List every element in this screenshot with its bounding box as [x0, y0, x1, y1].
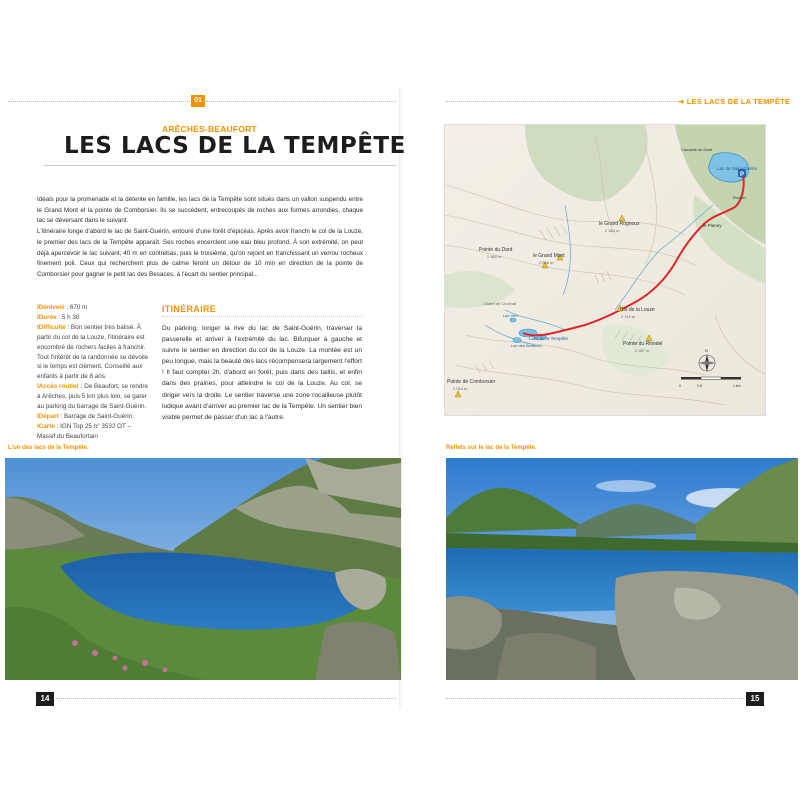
label-grand-rognoux: le Grand Rognoux	[599, 221, 640, 227]
label-pointe-dard: Pointe du Dard	[479, 247, 513, 253]
header-rule-left-2	[206, 101, 396, 102]
photo-lake-left	[5, 458, 401, 680]
compass-north-label: N	[705, 348, 708, 353]
running-head: ➜ LES LACS DE LA TEMPÊTE	[678, 97, 791, 106]
title-underline	[44, 165, 396, 166]
photo-lake-left-illustration	[5, 458, 401, 680]
label-grand-mont-alt: 2 686 m	[539, 260, 554, 265]
page-number-right: 15	[746, 692, 764, 706]
footer-rule-right	[446, 698, 744, 699]
info-difficulte: IDifficulté : Bon sentier très balisé. À partir du col de la Louze, l'itinéraire est encombré de rochers faciles à franchir. Tout l'intérêt de la randonnée se dévoile si le temps est clément. Conseillé aux enfants à partir de 8 ans.	[37, 323, 149, 381]
info-denivele: IDénivelé : 670 m	[37, 304, 88, 311]
photo-caption-right: Reflets sur le lac de la Tempête.	[446, 445, 537, 451]
label-lac-besaces: Lac des Besaces	[511, 343, 542, 348]
label-lac-st-guerin: Lac de Saint-Guérin	[717, 166, 758, 171]
practical-info	[37, 303, 149, 442]
itinerary-underline	[162, 316, 362, 317]
page-number-left: 14	[36, 692, 54, 706]
svg-text:P: P	[739, 172, 745, 178]
header-rule-left	[8, 101, 190, 102]
intro-paragraph-1: Idéals pour la promenade et la détente en famille, les lacs de la Tempête sont situés dans un vallon suspendu entre le Grand Mont et la pointe de Comborsier. Ils se succèdent, entrecoupés de roches aux formes arrondies, chaque lac se déversant dans le suivant.	[37, 196, 363, 225]
label-chalet: Chalet de Cholmat	[483, 301, 517, 306]
photo-lake-right	[446, 458, 798, 680]
photo-caption-left: L'un des lacs de la Tempête.	[8, 445, 89, 451]
itinerary-heading: ITINÉRAIRE	[162, 304, 217, 314]
scale-bar	[681, 377, 741, 380]
chapter-number-badge: 01	[191, 95, 205, 107]
scale-label-1km: 1 km	[733, 384, 741, 388]
photo-lake-right-illustration	[446, 458, 798, 680]
label-pointe-riondel: Pointe du Riondel	[623, 341, 663, 347]
label-lac-vert: Lac Vert	[503, 313, 518, 318]
intro-text	[37, 195, 363, 281]
scale-label-0: 0	[679, 384, 681, 388]
article-kicker: ARÊCHES-BEAUFORT	[162, 124, 257, 134]
label-grand-rognoux-alt: 2 364 m	[605, 228, 620, 233]
label-pointe-comborsier-alt: 2 514 m	[453, 386, 468, 391]
label-rocher: Rocher	[733, 195, 746, 200]
itinerary-text: Du parking, longer la rive du lac de Saint-Guérin, traverser la passerelle et arriver à l'extrémité du lac. Bifurquer à gauche et suivre le sentier en direction du col de la Louze. La montée est un peu longue, mais la beauté des lacs récompensera largement l'effort ! Il faut compter 2h, d'abord en forêt, puis dans des taillis, et enfin dans des prairies, pour atteindre le col de la Louze. Au col, se diriger vers la droite. Le sentier traverse une zone rocailleuse plutôt ludique avant d'arriver au premier lac de la Tempête. Un sentier bien visible permet de passer d'un lac à l'autre.	[162, 325, 362, 421]
lake-besaces	[513, 338, 521, 343]
label-planes: le Planey	[703, 223, 722, 228]
article-title: LES LACS DE LA TEMPÊTE	[64, 133, 406, 159]
intro-paragraph-2: L'itinéraire longe d'abord le lac de Saint-Guérin, entouré d'une forêt d'épicéas. Après avoir franchi le col de la Louze, le premier des lacs de la Tempête apparaît. Ses roches encerclent une eau bleu profond. À son extrémité, on peut déjà apercevoir le lac suivant, 40 m en contrebas, puis le troisième, qu'on rejoint en franchissant un verrou rocheux finement poli. Ceux qui recherchent plus de calme feront un détour de 10 min en direction de la pointe de Comborsier pour gagner le petit lac des Besaces, à l'écart du sentier principal...	[37, 228, 363, 278]
label-col-louze: Col de la Louze	[620, 307, 655, 313]
lake-vert	[510, 318, 516, 322]
label-pointe-riondel-alt: 2 357 m	[635, 348, 650, 353]
scale-label-half: 0,5	[697, 384, 702, 388]
info-carte: ICarte : IGN Top 25 n° 3532 OT – Massif du Beaufortain	[37, 422, 132, 440]
footer-rule-left	[56, 698, 396, 699]
label-pointe-dard-alt: 2 460 m	[487, 254, 502, 259]
header-rule-right	[446, 101, 676, 102]
info-duree: IDurée : 5 h 30	[37, 313, 80, 321]
label-cascade: Cascade du Dard	[681, 147, 713, 152]
label-lacs-tempete: Lacs de la Tempête	[529, 336, 568, 341]
label-col-louze-alt: 2 119 m	[621, 314, 636, 319]
info-depart: IDépart : Barrage de Saint-Guérin.	[37, 412, 134, 420]
map-svg	[445, 125, 766, 416]
route-map	[444, 124, 766, 416]
label-grand-mont: le Grand Mont	[533, 253, 565, 259]
label-pointe-comborsier: Pointe de Comborsier	[447, 379, 496, 385]
info-acces: IAccès routier : De Beaufort, se rendre à Arêches, puis 5 km plus loin, se garer au parking du barrage de Saint-Guérin.	[37, 383, 148, 411]
